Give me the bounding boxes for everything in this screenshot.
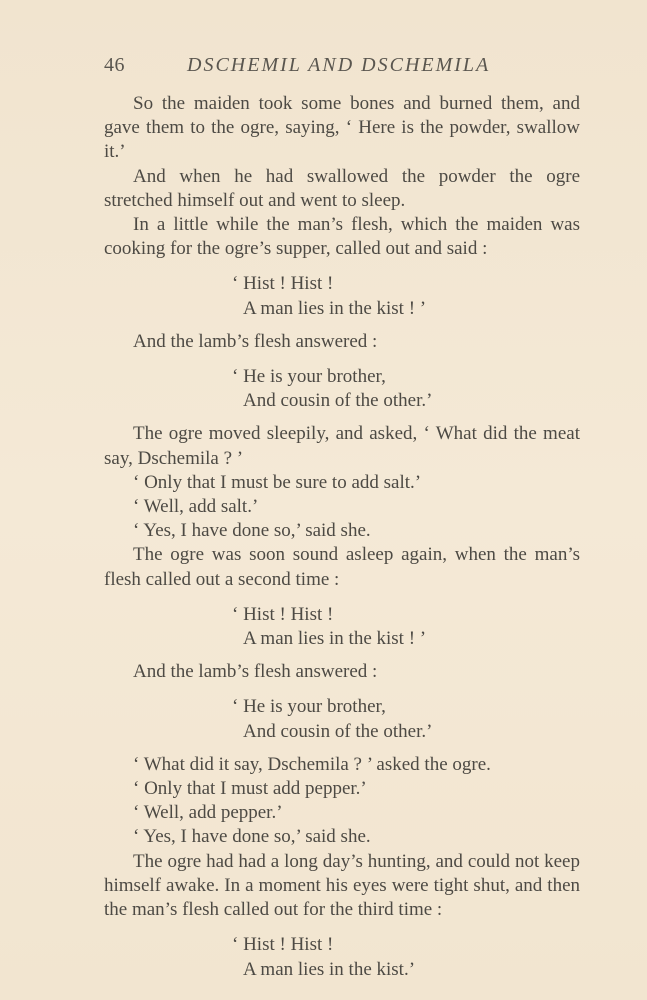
- verse-line: ‘ Hist ! Hist !: [232, 273, 334, 295]
- verse-line: A man lies in the kist.’: [243, 958, 416, 980]
- paragraph: The ogre was soon sound asleep again, when the man’s flesh called out a second time :: [104, 544, 580, 590]
- paragraph: In a little while the man’s flesh, which the maiden was cooking for the ogre’s supper, called out and said :: [104, 214, 580, 260]
- page-number: 46: [104, 54, 125, 76]
- paragraph: ‘ Yes, I have done so,’ said she.: [133, 520, 371, 542]
- paragraph: ‘ Only that I must be sure to add salt.’: [133, 471, 422, 493]
- paragraph: The ogre moved sleepily, and asked, ‘ What did the meat say, Dschemila ? ’: [104, 423, 580, 469]
- paragraph: ‘ Well, add salt.’: [133, 496, 259, 518]
- paragraph: And the lamb’s flesh answered :: [133, 330, 378, 352]
- verse-line: ‘ He is your brother,: [232, 366, 386, 388]
- verse: [104, 933, 580, 981]
- running-title: DSCHEMIL AND DSCHEMILA: [187, 54, 491, 76]
- verse-line: ‘ Hist ! Hist !: [232, 934, 334, 956]
- verse-line: ‘ Hist ! Hist !: [232, 603, 334, 625]
- paragraph: And the lamb’s flesh answered :: [133, 661, 378, 683]
- paragraph: ‘ Yes, I have done so,’ said she.: [133, 826, 371, 848]
- paragraph: The ogre had had a long day’s hunting, and could not keep himself awake. In a moment his eyes were tight shut, and then the man’s flesh called out for the third time :: [104, 850, 580, 921]
- paragraph: ‘ What did it say, Dschemila ? ’ asked the ogre.: [133, 753, 491, 775]
- paragraph: And when he had swallowed the powder the ogre stretched himself out and went to sleep.: [104, 165, 580, 211]
- verse: [104, 365, 580, 413]
- body-text: [104, 92, 580, 991]
- paragraph: ‘ Only that I must add pepper.’: [133, 778, 367, 800]
- paragraph: So the maiden took some bones and burned them, and gave them to the ogre, saying, ‘ Here is the powder, swallow it.’: [104, 93, 580, 163]
- verse-line: A man lies in the kist ! ’: [243, 628, 427, 650]
- verse-line: ‘ He is your brother,: [232, 696, 386, 718]
- verse-line: And cousin of the other.’: [243, 720, 433, 742]
- paragraph: ‘ Well, add pepper.’: [133, 802, 283, 824]
- verse-line: A man lies in the kist ! ’: [243, 297, 427, 319]
- verse: [104, 272, 580, 320]
- verse: [104, 695, 580, 743]
- verse: [104, 603, 580, 651]
- verse-line: And cousin of the other.’: [243, 390, 433, 412]
